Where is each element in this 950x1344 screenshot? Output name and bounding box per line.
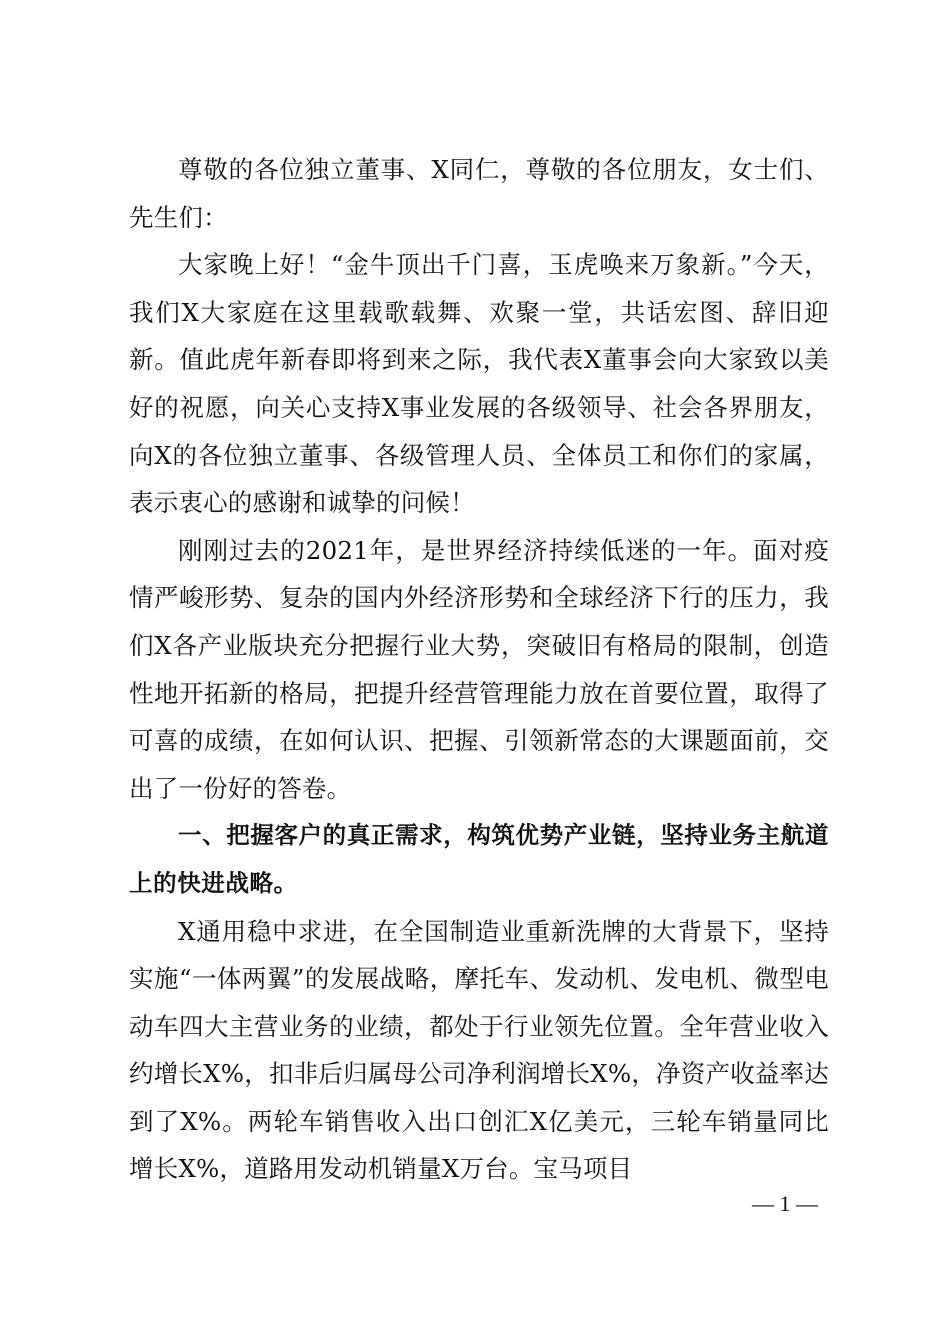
section-body-paragraph: X通用稳中求进，在全国制造业重新洗牌的大背景下，坚持实施“一体两翼”的发展战略，摩托车、发动机、发电机、微型电动车四大主营业务的业绩，都处于行业领先位置。全年营业收入约增长X%，扣非后归属母公司净利润增长X%，净资产收益率达到了X%。两轮车销售收入出口创汇X亿美元，三轮车销量同比增长X%，道路用发动机销量X万台。宝马项目 [129,916,829,1184]
greeting-paragraph: 大家晚上好！“金牛顶出千门喜，玉虎唤来万象新。”今天，我们X大家庭在这里载歌载舞、欢聚一堂，共话宏图、辞旧迎新。值此虎年新春即将到来之际，我代表X董事会向大家致以美好的祝愿，向关心支持X事业发展的各级领导、社会各界朋友，向X的各位独立董事、各级管理人员、全体员工和你们的家属，表示衷心的感谢和诚挚的问候！ [129,250,829,518]
page-number: — 1 — [752,1191,818,1216]
review-paragraph: 刚刚过去的2021年，是世界经济持续低迷的一年。面对疫情严峻形势、复杂的国内外经济形势和全球经济下行的压力，我们X各产业版块充分把握行业大势，突破旧有格局的限制，创造性地开拓新的格局，把提升经营管理能力放在首要位置，取得了可喜的成绩，在如何认识、把握、引领新常态的大课题面前，交出了一份好的答卷。 [129,535,829,803]
section-heading: 一、把握客户的真正需求，构筑优势产业链，坚持业务主航道上的快进战略。 [129,821,829,897]
salutation-paragraph: 尊敬的各位独立董事、X同仁，尊敬的各位朋友，女士们、先生们： [129,155,829,232]
document-body [129,146,829,1193]
